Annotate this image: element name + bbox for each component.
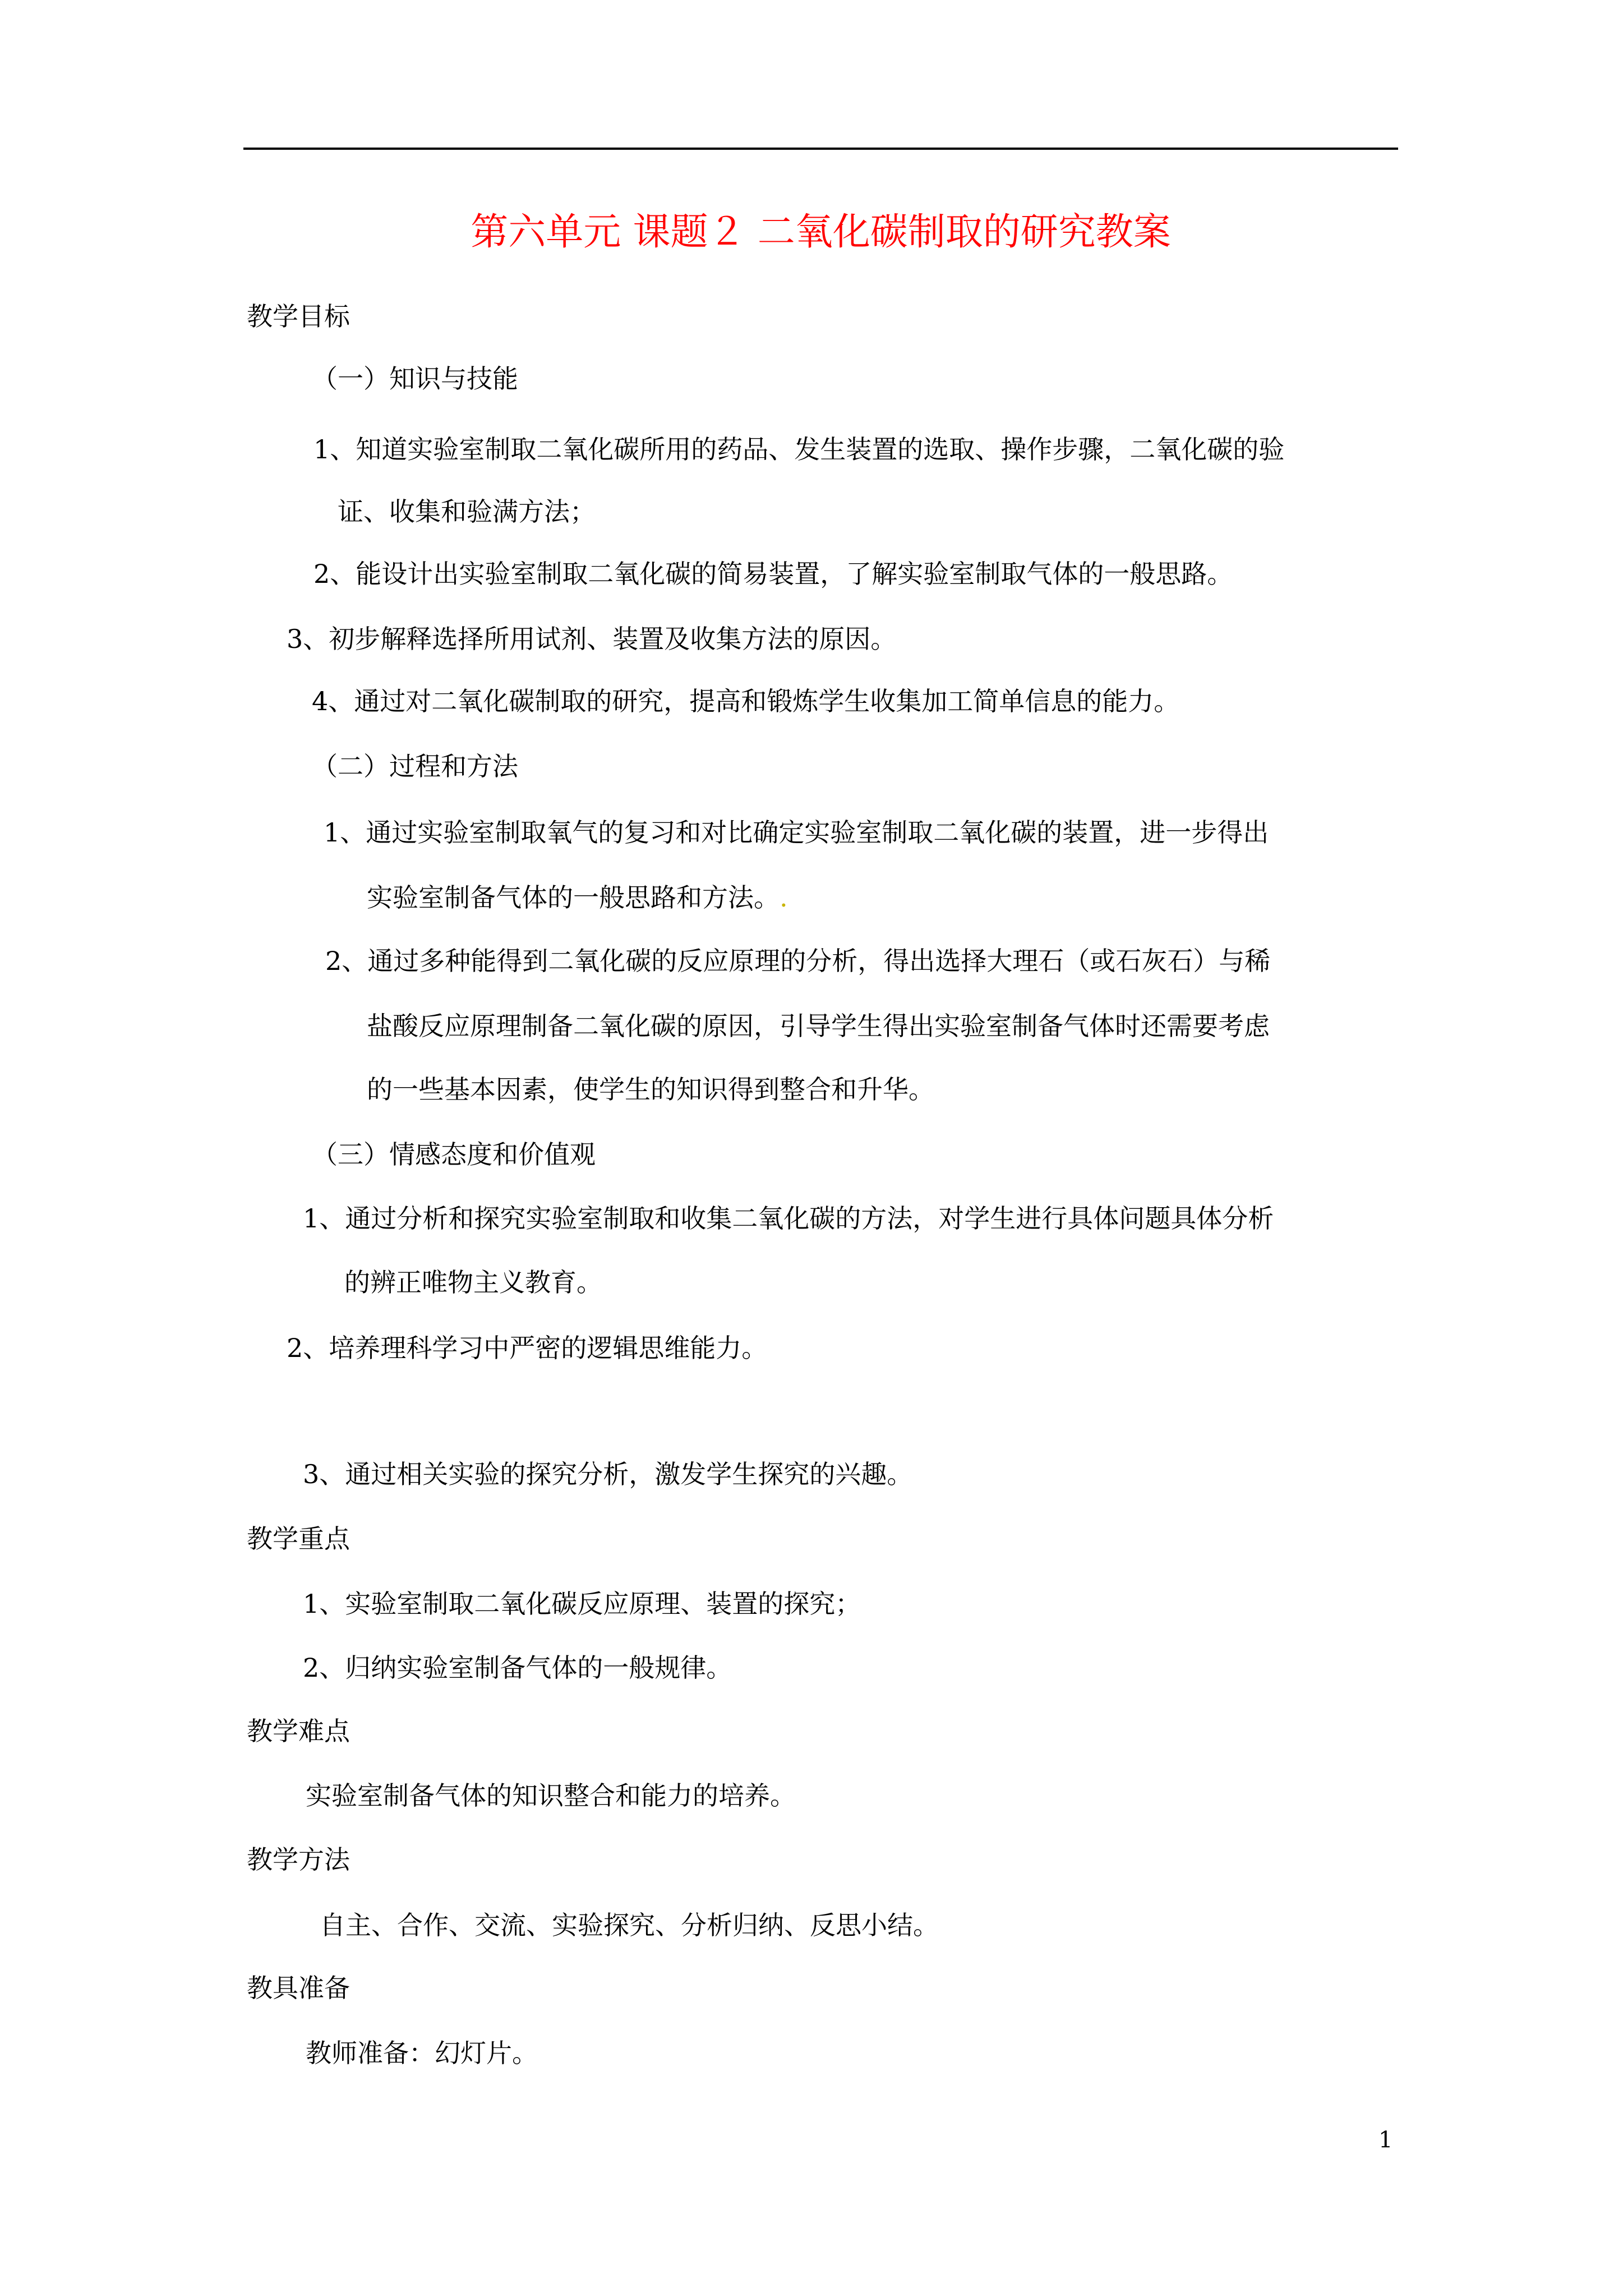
process-item-2-line-1: 2、通过多种能得到二氧化碳的反应原理的分析，得出选择大理石（或石灰石）与稀 bbox=[325, 946, 1271, 976]
key-points-heading: 教学重点 bbox=[247, 1524, 350, 1554]
page-number: 1 bbox=[1378, 2127, 1393, 2153]
attitude-item-1-line-2: 的辨正唯物主义教育。 bbox=[344, 1267, 602, 1297]
materials-heading: 教具准备 bbox=[247, 1973, 350, 2003]
process-item-1-text: 实验室制备气体的一般思路和方法。 bbox=[367, 882, 780, 913]
process-item-1-line-2 bbox=[367, 882, 788, 913]
materials-text: 教师准备：幻灯片。 bbox=[306, 2038, 538, 2068]
knowledge-item-4: 4、通过对二氧化碳制取的研究，提高和锻炼学生收集加工简单信息的能力。 bbox=[312, 686, 1180, 716]
knowledge-item-1-line-2: 证、收集和验满方法； bbox=[338, 496, 596, 527]
attitude-heading: （三）情感态度和价值观 bbox=[312, 1139, 596, 1170]
attitude-item-1-line-1: 1、通过分析和探究实验室制取和收集二氧化碳的方法，对学生进行具体问题具体分析 bbox=[303, 1203, 1274, 1234]
process-heading: （二）过程和方法 bbox=[312, 751, 518, 781]
key-points-item-1: 1、实验室制取二氧化碳反应原理、装置的探究； bbox=[303, 1589, 861, 1619]
process-item-2-line-3: 的一些基本因素，使学生的知识得到整合和升华。 bbox=[367, 1074, 934, 1105]
knowledge-heading: （一）知识与技能 bbox=[312, 364, 518, 394]
knowledge-item-1-line-1: 1、知道实验室制取二氧化碳所用的药品、发生装置的选取、操作步骤，二氧化碳的验 bbox=[313, 434, 1285, 464]
difficulties-text: 实验室制备气体的知识整合和能力的培养。 bbox=[306, 1780, 796, 1811]
key-points-item-2: 2、归纳实验室制备气体的一般规律。 bbox=[303, 1653, 732, 1683]
methods-text: 自主、合作、交流、实验探究、分析归纳、反思小结。 bbox=[320, 1910, 939, 1940]
knowledge-item-3: 3、初步解释选择所用试剂、装置及收集方法的原因。 bbox=[287, 624, 897, 654]
document-title: 第六单元 课题２ 二氧化碳制取的研究教案 bbox=[471, 210, 1171, 254]
process-item-1-line-1: 1、通过实验室制取氧气的复习和对比确定实验室制取二氧化碳的装置，进一步得出 bbox=[324, 817, 1269, 848]
knowledge-item-2: 2、能设计出实验室制取二氧化碳的简易装置，了解实验室制取气体的一般思路。 bbox=[313, 559, 1233, 589]
difficulties-heading: 教学难点 bbox=[247, 1716, 350, 1746]
process-item-1-mark: . bbox=[780, 882, 788, 913]
header-rule bbox=[243, 148, 1398, 150]
objectives-heading: 教学目标 bbox=[247, 301, 350, 332]
attitude-item-2: 2、培养理科学习中严密的逻辑思维能力。 bbox=[287, 1333, 768, 1363]
methods-heading: 教学方法 bbox=[247, 1844, 350, 1875]
attitude-item-3: 3、通过相关实验的探究分析，激发学生探究的兴趣。 bbox=[303, 1459, 913, 1489]
process-item-2-line-2: 盐酸反应原理制备二氧化碳的原因，引导学生得出实验室制备气体时还需要考虑 bbox=[367, 1011, 1270, 1041]
